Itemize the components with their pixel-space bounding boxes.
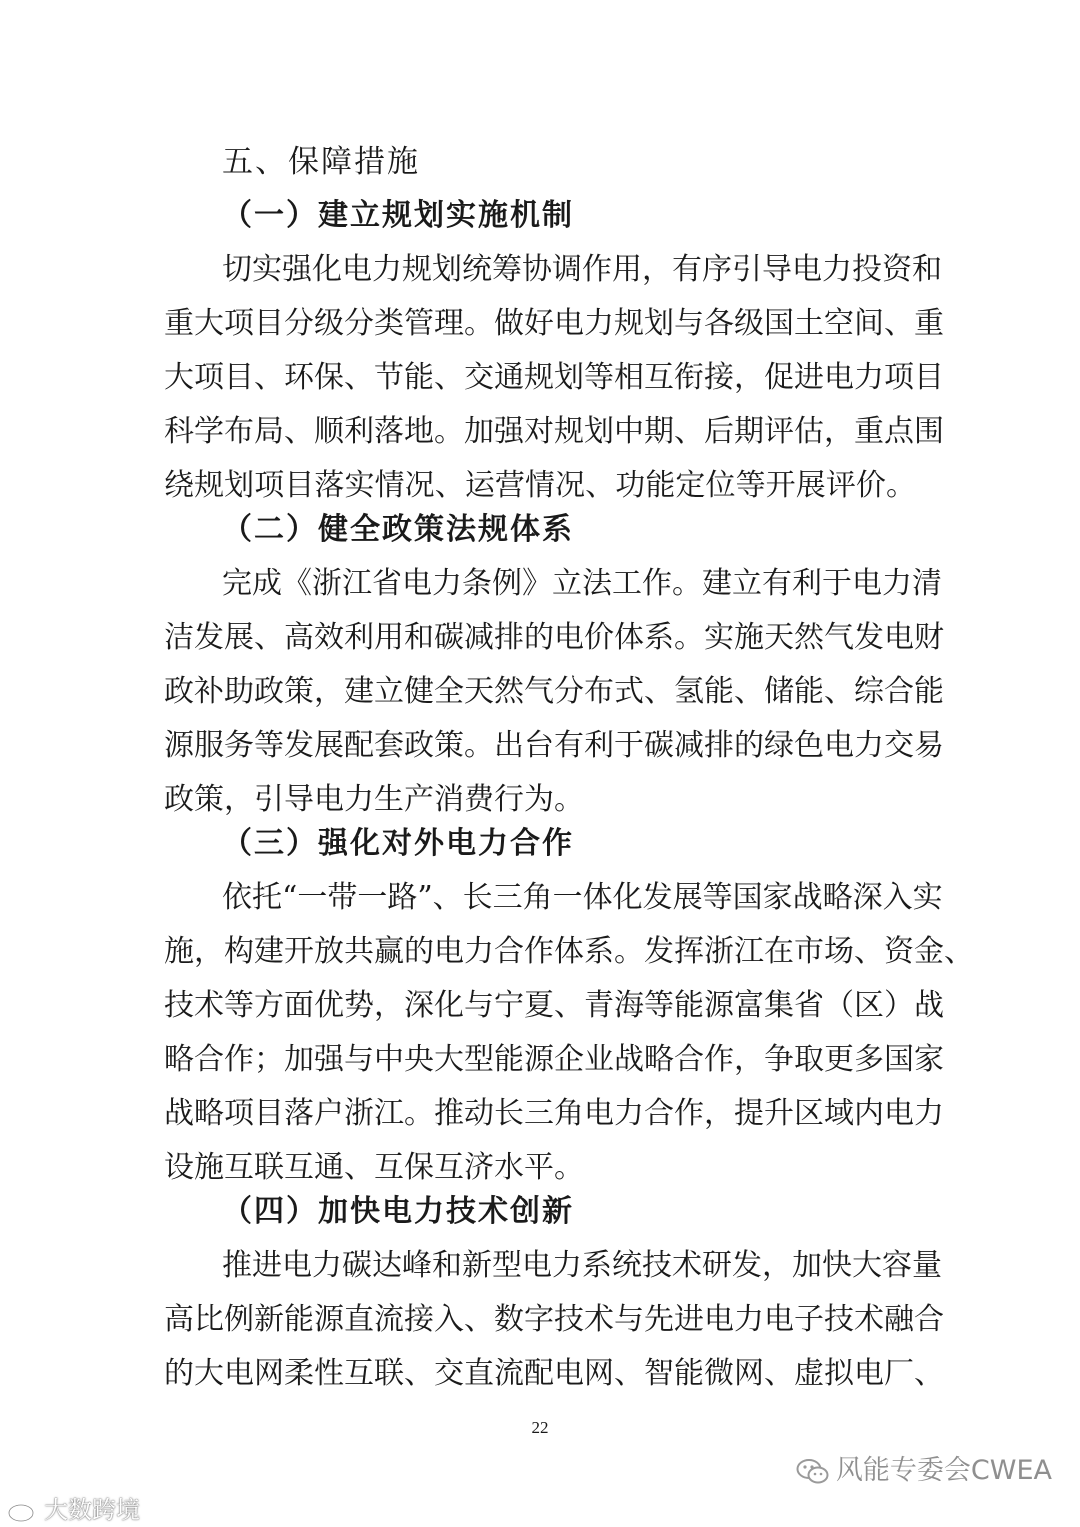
paragraph-line: 大项目、环保、节能、交通规划等相互衔接，促进电力项目 bbox=[164, 360, 944, 395]
paragraph-line: 高比例新能源直流接入、数字技术与先进电力电子技术融合 bbox=[164, 1302, 944, 1337]
paragraph-line: 源服务等发展配套政策。出台有利于碳减排的绿色电力交易 bbox=[164, 728, 944, 763]
paragraph-line: 战略项目落户浙江。推动长三角电力合作，提升区域内电力 bbox=[164, 1096, 944, 1131]
corner-watermark bbox=[6, 1496, 140, 1524]
subsection-heading: （一）建立规划实施机制 bbox=[222, 198, 574, 233]
page-number: 22 bbox=[531, 1418, 549, 1437]
paragraph-line: 推进电力碳达峰和新型电力系统技术研发，加快大容量 bbox=[222, 1248, 942, 1283]
paragraph-line: 绕规划项目落实情况、运营情况、功能定位等开展评价。 bbox=[164, 468, 916, 503]
paragraph-line: 完成《浙江省电力条例》立法工作。建立有利于电力清 bbox=[222, 566, 942, 601]
paragraph-line: 施，构建开放共赢的电力合作体系。发挥浙江在市场、资金、 bbox=[164, 934, 974, 969]
paragraph-line: 略合作；加强与中央大型能源企业战略合作，争取更多国家 bbox=[164, 1042, 944, 1077]
watermark-text: 风能专委会CWEA bbox=[835, 1455, 1052, 1486]
weibo-icon bbox=[6, 1499, 40, 1523]
paragraph-line: 的大电网柔性互联、交直流配电网、智能微网、虚拟电厂、 bbox=[164, 1356, 944, 1391]
paragraph-line: 政策，引导电力生产消费行为。 bbox=[164, 782, 584, 817]
paragraph-line: 重大项目分级分类管理。做好电力规划与各级国土空间、重 bbox=[164, 306, 944, 341]
paragraph-line: 技术等方面优势，深化与宁夏、青海等能源富集省（区）战 bbox=[164, 988, 944, 1023]
subsection-heading: （三）强化对外电力合作 bbox=[222, 826, 574, 861]
paragraph-line: 设施互联互通、互保互济水平。 bbox=[164, 1150, 584, 1185]
watermark-text: 大数跨境 bbox=[44, 1496, 140, 1524]
section-title: 五、保障措施 bbox=[222, 144, 420, 180]
subsection-heading: （四）加快电力技术创新 bbox=[222, 1194, 574, 1229]
subsection-heading: （二）健全政策法规体系 bbox=[222, 512, 574, 547]
source-watermark bbox=[796, 1454, 1052, 1488]
paragraph-line: 政补助政策，建立健全天然气分布式、氢能、储能、综合能 bbox=[164, 674, 944, 709]
paragraph-line: 科学布局、顺利落地。加强对规划中期、后期评估，重点围 bbox=[164, 414, 944, 449]
paragraph-line: 切实强化电力规划统筹协调作用，有序引导电力投资和 bbox=[222, 252, 942, 287]
wechat-icon bbox=[796, 1458, 830, 1486]
paragraph-line: 依托“一带一路”、长三角一体化发展等国家战略深入实 bbox=[222, 880, 943, 915]
paragraph-line: 洁发展、高效利用和碳减排的电价体系。实施天然气发电财 bbox=[164, 620, 944, 655]
